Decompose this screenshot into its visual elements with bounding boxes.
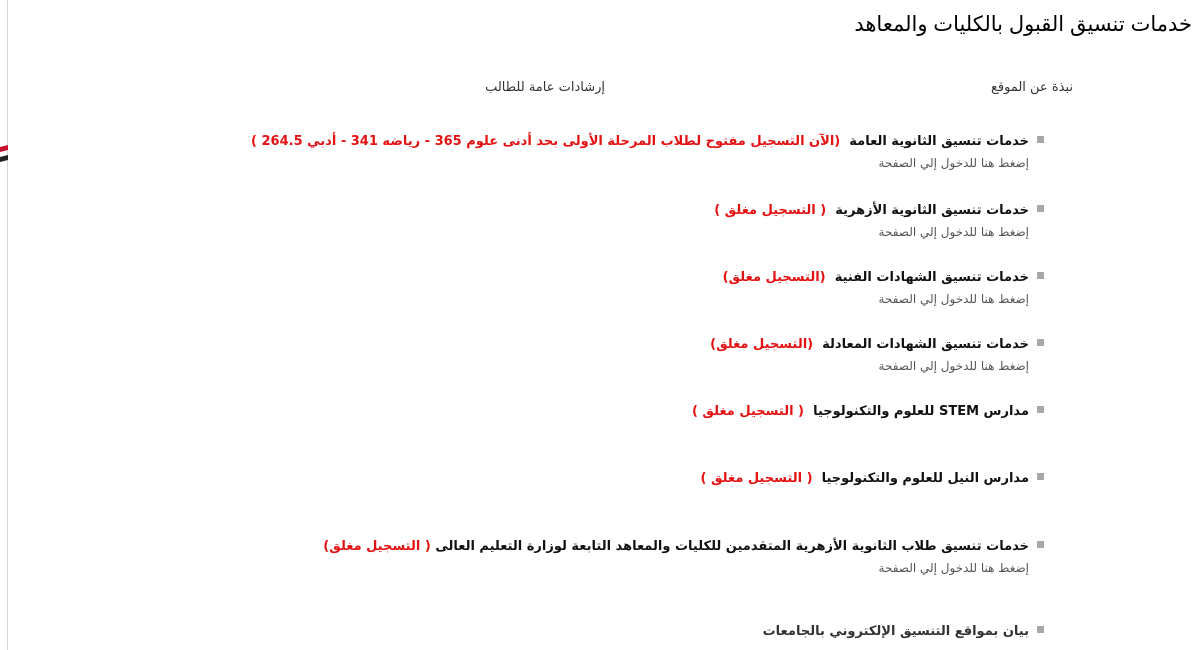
service-title[interactable]: [763, 622, 1044, 642]
page-title: خدمات تنسيق القبول بالكليات والمعاهد: [854, 13, 1192, 36]
service-item-equivalent-certificates: [710, 335, 1044, 375]
service-item-nile-schools: [700, 469, 1044, 489]
about-site-link[interactable]: نبذة عن الموقع: [990, 80, 1073, 95]
enter-page-link[interactable]: إضغط هنا للدخول إلي الصفحة: [878, 156, 1029, 170]
square-bullet-icon: [1037, 626, 1044, 633]
square-bullet-icon: [1037, 541, 1044, 548]
enter-page-link[interactable]: إضغط هنا للدخول إلي الصفحة: [878, 359, 1029, 373]
service-title[interactable]: [710, 335, 1044, 355]
square-bullet-icon: [1037, 272, 1044, 279]
service-item-general-secondary: [251, 132, 1044, 172]
enter-page-link[interactable]: إضغط هنا للدخول إلي الصفحة: [878, 561, 1029, 575]
service-name: خدمات تنسيق الثانوية العامة: [849, 134, 1029, 149]
service-name: مدارس النيل للعلوم والتكنولوجيا: [821, 471, 1029, 486]
service-name: خدمات تنسيق الثانوية الأزهرية: [835, 203, 1029, 218]
registration-status: (الآن التسجيل مفتوح لطلاب المرحلة الأولى بحد أدنى علوم 365 - رياضه 341 - أدبي 264.5 ): [251, 134, 841, 149]
registration-status: ( التسجيل مغلق ): [714, 203, 827, 218]
service-name: خدمات تنسيق الشهادات الفنية: [834, 270, 1029, 285]
service-title[interactable]: [700, 469, 1044, 489]
page-left-border: [7, 0, 8, 650]
student-guidelines-link[interactable]: إرشادات عامة للطالب: [485, 80, 605, 95]
enter-page-link[interactable]: إضغط هنا للدخول إلي الصفحة: [878, 225, 1029, 239]
service-title[interactable]: [714, 201, 1044, 221]
service-name: خدمات تنسيق طلاب الثانوية الأزهرية المتقدمين للكليات والمعاهد التابعة لوزارة التعليم العالى: [435, 539, 1029, 554]
service-name: مدارس STEM للعلوم والتكنولوجيا: [813, 404, 1029, 419]
enter-page-link[interactable]: إضغط هنا للدخول إلي الصفحة: [878, 292, 1029, 306]
service-name: بيان بمواقع التنسيق الإلكتروني بالجامعات: [762, 624, 1029, 639]
service-name: خدمات تنسيق الشهادات المعادلة: [822, 337, 1029, 352]
service-item-azhar-applicants: [323, 537, 1044, 577]
square-bullet-icon: [1037, 136, 1044, 143]
service-title[interactable]: [323, 537, 1044, 557]
flag-stripe-decoration: [0, 146, 8, 176]
square-bullet-icon: [1037, 406, 1044, 413]
registration-status: (التسجيل مغلق): [722, 270, 826, 285]
registration-status: ( التسجيل مغلق ): [700, 471, 813, 486]
registration-status: ( التسجيل مغلق ): [691, 404, 804, 419]
service-title[interactable]: [251, 132, 1044, 152]
service-title[interactable]: [723, 268, 1044, 288]
service-item-university-sites: [763, 622, 1044, 642]
square-bullet-icon: [1037, 205, 1044, 212]
service-item-technical-certificates: [723, 268, 1044, 308]
service-title[interactable]: [692, 402, 1044, 422]
square-bullet-icon: [1037, 473, 1044, 480]
registration-status: ( التسجيل مغلق): [323, 539, 431, 554]
square-bullet-icon: [1037, 339, 1044, 346]
service-item-stem-schools: [692, 402, 1044, 422]
service-item-azhar-secondary: [714, 201, 1044, 241]
registration-status: (التسجيل مغلق): [710, 337, 814, 352]
black-stripe: [0, 155, 8, 162]
red-stripe: [0, 145, 8, 152]
